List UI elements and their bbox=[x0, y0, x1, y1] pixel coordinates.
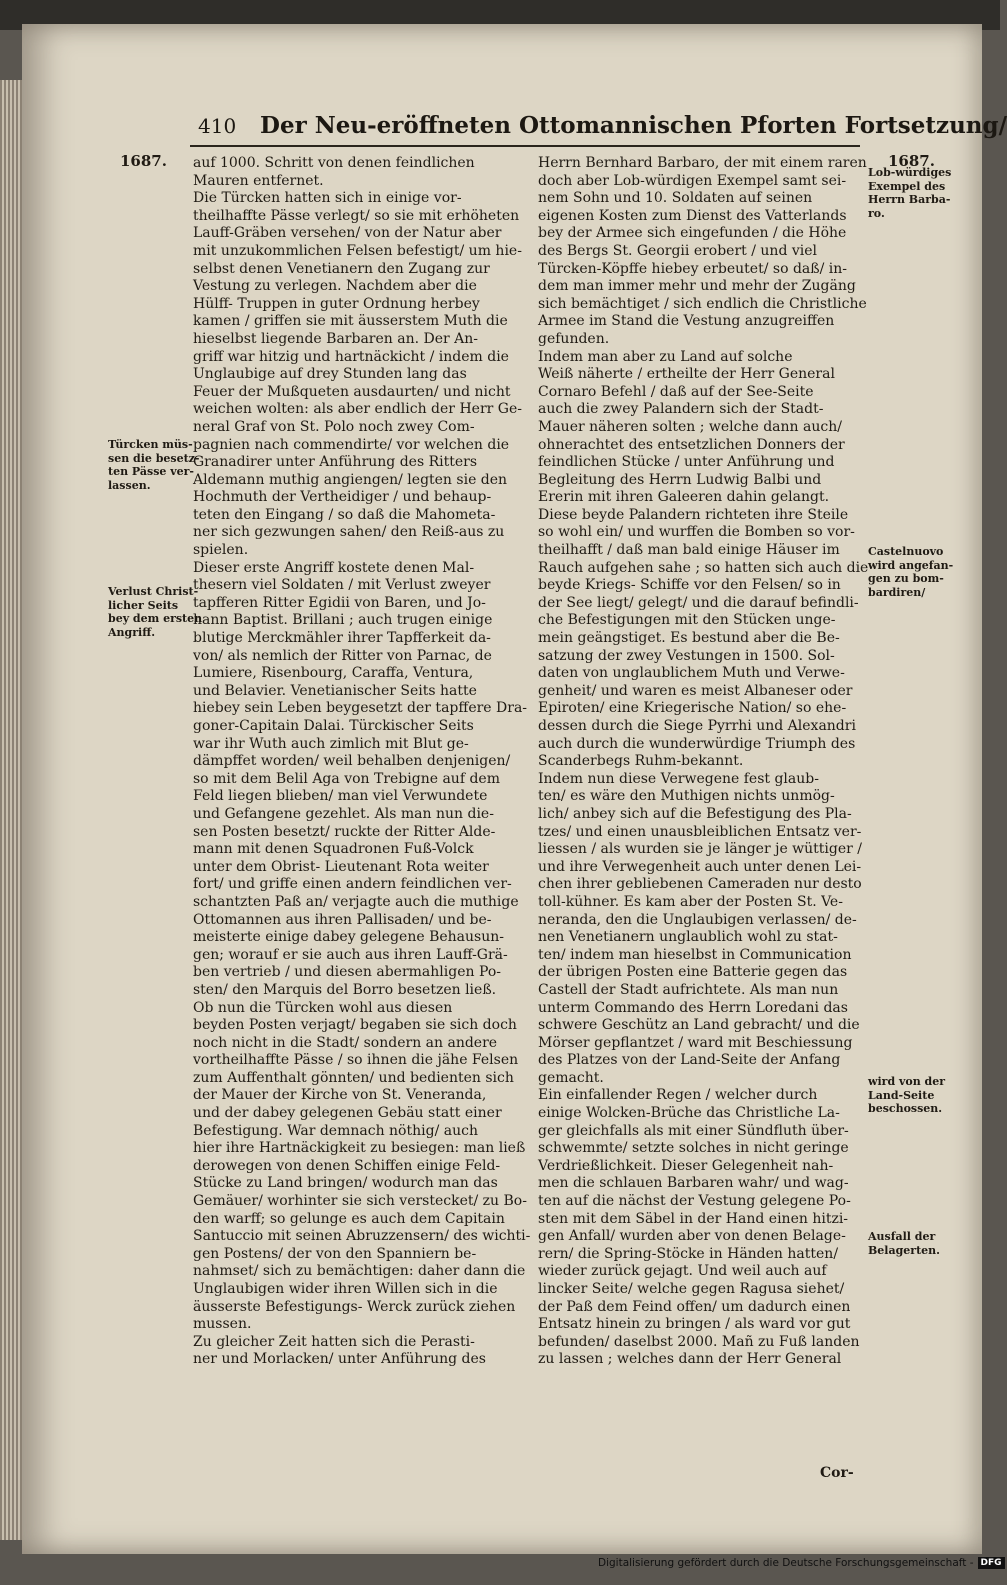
text-line: gen Postens/ der von den Spanniern be- bbox=[193, 1245, 477, 1262]
margin-year-right: 1687. bbox=[888, 152, 935, 170]
text-line: mann mit denen Squadronen Fuß-Volck bbox=[193, 841, 474, 858]
text-line: schwere Geschütz an Land gebracht/ und die bbox=[538, 1017, 860, 1034]
footer-text: Digitalisierung gefördert durch die Deutsche Forschungsgemeinschaft - bbox=[598, 1557, 974, 1569]
text-line: Lumiere, Risenbourg, Caraffa, Ventura, bbox=[193, 665, 474, 682]
note-line: wird angefan- bbox=[868, 558, 954, 572]
text-line: der Mauer der Kirche von St. Veneranda, bbox=[193, 1087, 487, 1104]
text-line: Verdrießlichkeit. Dieser Gelegenheit nah- bbox=[538, 1157, 834, 1174]
text-line: Ein einfallender Regen / welcher durch bbox=[538, 1087, 818, 1104]
text-line: Santuccio mit seinen Abruzzensern/ des wichti- bbox=[193, 1228, 531, 1245]
text-line: beyde Kriegs- Schiffe vor den Felsen/ so in bbox=[538, 577, 841, 594]
note-line: bardiren/ bbox=[868, 585, 926, 599]
text-line: so wohl ein/ und wurffen die Bomben so vor- bbox=[538, 524, 855, 541]
note-line: Herrn Barba- bbox=[868, 193, 951, 207]
text-line: ten/ es wäre den Muthigen nichts unmög- bbox=[538, 788, 835, 805]
text-line: kamen / griffen sie mit äusserstem Muth die bbox=[193, 313, 508, 330]
note-line: Castelnuovo bbox=[868, 545, 944, 558]
text-line: dessen durch die Siege Pyrrhi und Alexandri bbox=[538, 718, 856, 734]
text-line: ger gleichfalls als mit einer Sündfluth über- bbox=[538, 1122, 849, 1139]
note-line: licher Seits bbox=[108, 598, 179, 612]
note-line: Ausfall der bbox=[868, 1230, 936, 1243]
text-line: meisterte einige dabey gelegene Behausun- bbox=[193, 929, 504, 946]
text-line: zum Auffenthalt gönnten/ und bedienten sich bbox=[193, 1069, 514, 1086]
text-line: Indem man aber zu Land auf solche bbox=[538, 348, 793, 365]
text-line: Befestigung. War demnach nöthig/ auch bbox=[193, 1122, 478, 1139]
text-line: zu lassen ; welches dann der Herr General bbox=[538, 1351, 842, 1368]
note-line: Belagerten. bbox=[868, 1243, 940, 1257]
note-line: Verlust Christ- bbox=[108, 585, 199, 598]
text-line: äusserste Befestigungs- Werck zurück ziehen bbox=[193, 1298, 516, 1315]
text-line: gemacht. bbox=[538, 1069, 604, 1086]
text-line: auch die zwey Palandern sich der Stadt- bbox=[538, 401, 824, 418]
text-line: neranda, den die Unglaubigen verlassen/ de- bbox=[538, 911, 857, 928]
text-line: Entsatz hinein zu bringen / als ward vor gut bbox=[538, 1316, 851, 1333]
note-line: bey dem ersten bbox=[108, 612, 203, 626]
note-line: Angriff. bbox=[108, 625, 156, 639]
text-line: Herrn Bernhard Barbaro, der mit einem raren bbox=[538, 155, 867, 171]
text-line: pagnien nach commendirte/ vor welchen die bbox=[193, 436, 510, 453]
text-line: sen Posten besetzt/ ruckte der Ritter Alde- bbox=[193, 823, 496, 840]
text-line: und der dabey gelegenen Gebäu statt einer bbox=[193, 1105, 502, 1122]
text-line: mein geängstiget. Es bestund aber die Be- bbox=[538, 630, 840, 647]
margin-year-left: 1687. bbox=[120, 152, 167, 170]
text-line: eigenen Kosten zum Dienst des Vatterlands bbox=[538, 207, 847, 224]
text-line: teten den Eingang / so daß die Mahometa- bbox=[193, 506, 496, 523]
text-line: derowegen von denen Schiffen einige Feld- bbox=[193, 1157, 501, 1174]
text-line: gen; worauf er sie auch aus ihren Lauff-Grä- bbox=[193, 946, 508, 963]
note-line: wird von der bbox=[868, 1075, 946, 1088]
text-line: und Gefangene gezehlet. Als man nun die- bbox=[193, 805, 494, 822]
text-line: den warff; so gelunge es auch dem Capitain bbox=[193, 1210, 505, 1227]
text-line: sich bemächtiget / sich endlich die Christliche bbox=[538, 295, 867, 312]
note-line: ten Pässe ver- bbox=[108, 465, 194, 479]
note-line: beschossen. bbox=[868, 1102, 943, 1116]
text-line: Feld liegen blieben/ man viel Verwundete bbox=[193, 788, 488, 805]
header-rule bbox=[190, 145, 860, 147]
text-line: noch nicht in die Stadt/ sondern an andere bbox=[193, 1034, 498, 1051]
marginal-note-right-2 bbox=[868, 545, 954, 599]
text-line: ten/ indem man hieselbst in Communication bbox=[538, 946, 852, 963]
text-line: chen ihrer gebliebenen Cameraden nur desto bbox=[538, 876, 862, 893]
text-line: Diese beyde Palandern richteten ihre Steile bbox=[538, 506, 849, 523]
text-line: Mauren entfernet. bbox=[193, 172, 324, 189]
text-line: satzung der zwey Vestungen in 1500. Sol- bbox=[538, 647, 835, 664]
text-line: ner sich gezwungen sahen/ den Reiß-aus zu bbox=[193, 524, 505, 541]
text-line: men die schlauen Barbaren wahr/ und wag- bbox=[538, 1175, 849, 1192]
text-line: mit unzukommlichen Felsen befestigt/ um hie- bbox=[193, 242, 522, 259]
text-line: toll-kühner. Es kam aber der Posten St. Ve- bbox=[538, 893, 843, 910]
note-line: sen die besetz- bbox=[108, 451, 200, 465]
text-line: Lauff-Gräben versehen/ von der Natur aber bbox=[193, 225, 502, 242]
text-column-left bbox=[193, 155, 531, 1369]
text-line: Feuer der Mußqueten ausdaurten/ und nicht bbox=[193, 383, 511, 400]
text-line: nem Sohn und 10. Soldaten auf seinen bbox=[538, 190, 813, 207]
text-line: vortheilhaffte Pässe / so ihnen die jähe Felsen bbox=[193, 1052, 519, 1069]
text-line: ben vertrieb / und diesen abermahligen Po- bbox=[193, 964, 501, 981]
text-line: Begleitung des Herrn Ludwig Balbi und bbox=[538, 471, 822, 488]
marginal-note-left-2 bbox=[108, 585, 203, 639]
text-line: dem man immer mehr und mehr der Zugäng bbox=[538, 278, 856, 295]
marginal-note-right-1 bbox=[868, 166, 952, 220]
text-line: liessen / als wurden sie je länger je wüttiger / bbox=[538, 841, 863, 858]
text-line: griff war hitzig und hartnäckicht / indem die bbox=[193, 348, 509, 365]
text-line: ten auf die nächst der Vestung gelegene Po- bbox=[538, 1193, 851, 1210]
text-column-right bbox=[538, 155, 869, 1369]
text-line: war ihr Wuth auch zimlich mit Blut ge- bbox=[193, 735, 469, 752]
text-line: Indem nun diese Verwegene fest glaub- bbox=[538, 770, 819, 787]
text-line: Dieser erste Angriff kostete denen Mal- bbox=[193, 559, 475, 576]
text-line: und Belavier. Venetianischer Seits hatte bbox=[193, 682, 477, 699]
text-line: theilhaffte Pässe verlegt/ so sie mit erhöheten bbox=[193, 207, 520, 224]
text-line: che Befestigungen mit den Stücken unge- bbox=[538, 612, 836, 629]
text-line: hier ihre Hartnäckigkeit zu besiegen: man ließ bbox=[193, 1140, 526, 1157]
text-line: blutige Merckmähler ihrer Tapfferkeit da- bbox=[193, 630, 491, 647]
text-line: Armee im Stand die Vestung anzugreiffen bbox=[538, 313, 835, 330]
text-line: sten mit dem Säbel in der Hand einen hitzi- bbox=[538, 1210, 849, 1227]
text-line: gen Anfall/ wurden aber von denen Belage- bbox=[538, 1228, 846, 1245]
page-number: 410 bbox=[198, 114, 237, 138]
text-line: doch aber Lob-würdigen Exempel samt sei- bbox=[538, 172, 847, 189]
text-line: sten/ den Marquis del Borro besetzen ließ. bbox=[193, 981, 497, 998]
text-line: von/ als nemlich der Ritter von Parnac, de bbox=[193, 647, 492, 664]
text-line: Scanderbegs Ruhm-bekannt. bbox=[538, 753, 744, 770]
text-line: Mörser gepflantzet / ward mit Beschiessung bbox=[538, 1034, 853, 1051]
text-line: Cornaro Befehl / daß auf der See-Seite bbox=[538, 383, 814, 400]
text-line: bey der Armee sich eingefunden / die Höhe bbox=[538, 225, 847, 242]
text-line: einige Wolcken-Brüche das Christliche La- bbox=[538, 1105, 840, 1122]
text-line: fort/ und griffe einen andern feindlichen ver- bbox=[193, 876, 512, 893]
text-line: auch durch die wunderwürdige Triumph des bbox=[538, 735, 856, 752]
text-line: der See liegt/ gelegt/ und die darauf befindli- bbox=[538, 594, 859, 611]
text-line: schwemmte/ setzte solches in nicht geringe bbox=[538, 1140, 849, 1157]
text-line: Vestung zu verlegen. Nachdem aber die bbox=[193, 278, 477, 295]
text-line: lincker Seite/ welche gegen Ragusa siehet/ bbox=[538, 1281, 845, 1297]
text-line: ner und Morlacken/ unter Anführung des bbox=[193, 1351, 486, 1368]
text-line: daten von unglaublichem Muth und Verwe- bbox=[538, 665, 845, 682]
note-line: lassen. bbox=[108, 478, 151, 492]
note-line: gen zu bom- bbox=[868, 572, 944, 586]
text-line: schantzten Paß an/ verjagte auch die muthige bbox=[193, 893, 519, 910]
text-line: tapfferen Ritter Egidii von Baren, und Jo- bbox=[193, 594, 486, 611]
note-line: Türcken müs- bbox=[108, 438, 193, 451]
text-line: Hülff- Truppen in guter Ordnung herbey bbox=[193, 295, 480, 312]
text-line: Ob nun die Türcken wohl aus diesen bbox=[193, 999, 453, 1016]
note-line: Exempel des bbox=[868, 179, 946, 193]
text-line: Castell der Stadt aufrichtete. Als man nun bbox=[538, 981, 839, 998]
text-line: goner-Capitain Dalai. Türckischer Seits bbox=[193, 718, 474, 734]
text-line: Unglaubige auf drey Stunden lang das bbox=[193, 366, 467, 383]
text-line: rern/ die Spring-Stöcke in Händen hatten/ bbox=[538, 1245, 839, 1262]
text-line: Ererin mit ihren Galeeren dahin gelangt. bbox=[538, 489, 830, 506]
text-line: Rauch aufgehen sahe ; so hatten sich auch die bbox=[538, 559, 869, 576]
text-line: ohnerachtet des entsetzlichen Donners der bbox=[538, 436, 845, 453]
text-line: Die Türcken hatten sich in einige vor- bbox=[193, 190, 462, 207]
text-line: der Paß dem Feind offen/ um dadurch einen bbox=[538, 1298, 851, 1315]
text-line: Mauer näheren solten ; welche dann auch/ bbox=[538, 418, 842, 435]
digitization-footer bbox=[598, 1557, 1005, 1569]
text-line: und ihre Verwegenheit auch unter denen Lei- bbox=[538, 858, 862, 875]
text-line: Unglaubigen wider ihren Willen sich in die bbox=[193, 1281, 498, 1297]
text-line: theilhafft / daß man bald einige Häuser im bbox=[538, 542, 840, 559]
text-line: dämpffet worden/ weil behalben denjenigen/ bbox=[193, 753, 511, 770]
text-line: mussen. bbox=[193, 1316, 252, 1333]
note-line: ro. bbox=[868, 206, 885, 220]
text-line: nahmset/ sich zu bemächtigen: daher dann die bbox=[193, 1263, 526, 1280]
marginal-note-right-4 bbox=[868, 1230, 948, 1257]
text-line: feindlichen Stücke / unter Anführung und bbox=[538, 454, 835, 471]
text-line: beyden Posten verjagt/ begaben sie sich doch bbox=[193, 1017, 517, 1034]
text-line: Gemäuer/ worhinter sie sich verstecket/ zu Bo- bbox=[193, 1193, 527, 1210]
text-line: Hochmuth der Vertheidiger / und behaup- bbox=[193, 489, 492, 506]
text-line: Aldemann muthig angiengen/ legten sie den bbox=[193, 471, 508, 488]
text-line: Stücke zu Land bringen/ wodurch man das bbox=[193, 1175, 498, 1192]
text-line: tzes/ und einen unausbleiblichen Entsatz ver- bbox=[538, 823, 862, 840]
text-line: lich/ anbey sich auf die Befestigung des Pla- bbox=[538, 805, 852, 822]
page-header bbox=[198, 112, 1007, 146]
text-line: des Bergs St. Georgii erobert / und viel bbox=[538, 242, 818, 259]
book-spine bbox=[0, 80, 22, 1540]
note-line: Lob-würdiges bbox=[868, 166, 952, 179]
text-line: nen Venetianern unglaublich wohl zu stat- bbox=[538, 929, 838, 946]
text-line: Epiroten/ eine Kriegerische Nation/ so ehe- bbox=[538, 700, 847, 717]
text-line: unterm Commando des Herrn Loredani das bbox=[538, 999, 848, 1016]
marginal-note-left-1 bbox=[108, 438, 200, 492]
text-line: des Platzes von der Land-Seite der Anfang bbox=[538, 1052, 841, 1069]
note-line: Land-Seite bbox=[868, 1088, 935, 1102]
text-line: befunden/ daselbst 2000. Mañ zu Fuß landen bbox=[538, 1333, 860, 1350]
text-line: Türcken-Köpffe hiebey erbeutet/ so daß/ in- bbox=[538, 260, 848, 277]
text-line: hieselbst liegende Barbaren an. Der An- bbox=[193, 330, 479, 347]
text-line: thesern viel Soldaten / mit Verlust zweyer bbox=[193, 577, 491, 594]
text-line: auf 1000. Schritt von denen feindlichen bbox=[193, 155, 475, 171]
text-line: Weiß näherte / ertheilte der Herr General bbox=[538, 366, 835, 383]
dfg-logo: DFG bbox=[978, 1557, 1005, 1569]
text-line: hiebey sein Leben beygesetzt der tapffere Dra- bbox=[193, 700, 528, 717]
text-line: weichen wolten: als aber endlich der Herr Ge- bbox=[193, 401, 522, 418]
catchword: Cor- bbox=[820, 1465, 854, 1481]
text-line: Ottomannen aus ihren Pallisaden/ und be- bbox=[193, 911, 492, 928]
text-line: neral Graf von St. Polo noch zwey Com- bbox=[193, 418, 475, 435]
text-line: der übrigen Posten eine Batterie gegen das bbox=[538, 964, 848, 981]
text-line: Zu gleicher Zeit hatten sich die Perasti- bbox=[193, 1333, 475, 1350]
text-line: gefunden. bbox=[538, 330, 610, 347]
text-line: genheit/ und waren es meist Albaneser oder bbox=[538, 682, 853, 699]
text-line: selbst denen Venetianern den Zugang zur bbox=[193, 260, 490, 277]
text-line: so mit dem Belil Aga von Trebigne auf dem bbox=[193, 770, 500, 787]
marginal-note-right-3 bbox=[868, 1075, 948, 1116]
text-line: wieder zurück gejagt. Und weil auch auf bbox=[538, 1263, 827, 1280]
text-line: hann Baptist. Brillani ; auch trugen einige bbox=[193, 612, 493, 629]
text-line: Granadirer unter Anführung des Ritters bbox=[193, 454, 478, 471]
running-title: Der Neu-eröffneten Ottomannischen Pforten Fortsetzung/ bbox=[260, 112, 1007, 139]
text-line: spielen. bbox=[193, 542, 249, 559]
text-line: unter dem Obrist- Lieutenant Rota weiter bbox=[193, 858, 489, 875]
